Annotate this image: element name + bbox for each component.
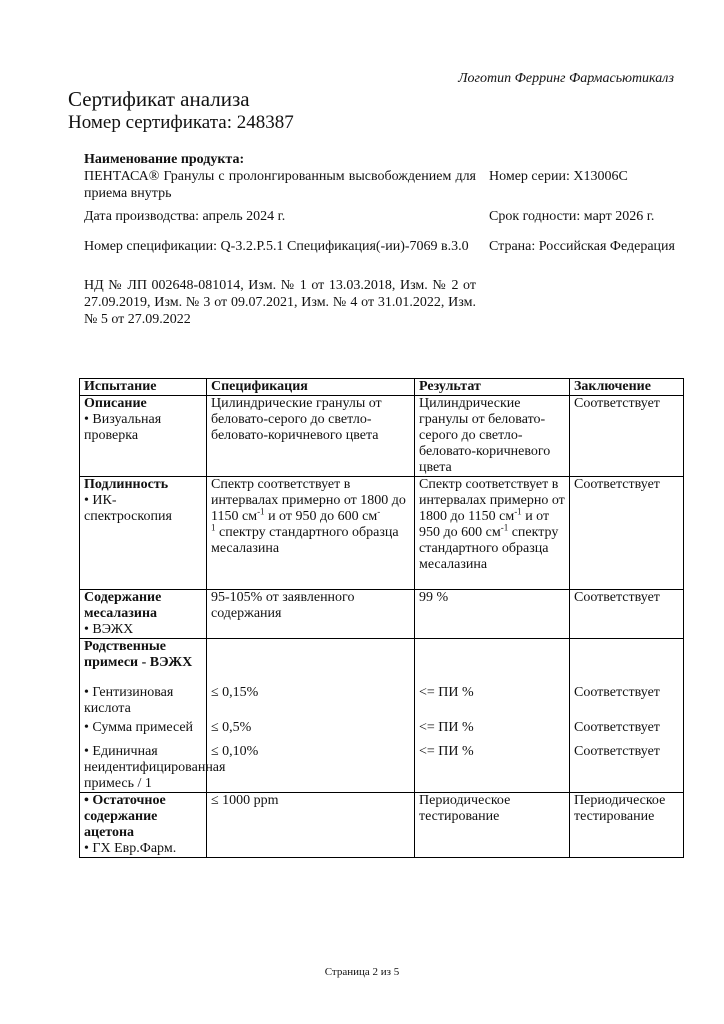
- header-result: Результат: [415, 379, 570, 396]
- conclusion-cell: Соответствует: [570, 477, 684, 590]
- result-cell: Цилиндрические гранулы от беловато-серого до светло-беловато-коричневого цвета: [415, 396, 570, 477]
- impurity-name: • Гентизиновая кислота: [84, 685, 174, 716]
- spec-cell: ≤ 1000 ppm: [207, 793, 415, 858]
- test-method: • ИК-спектроскопия: [84, 493, 172, 524]
- test-cell: [80, 477, 207, 590]
- header-test: Испытание: [80, 379, 207, 396]
- result-cell: [415, 639, 570, 793]
- page-number: Страница 2 из 5: [324, 966, 400, 978]
- test-method: • ВЭЖХ: [84, 622, 134, 637]
- production-date: Дата производства: апрель 2024 г.: [84, 209, 286, 224]
- product-name-label: Наименование продукта:: [84, 152, 245, 167]
- country: Страна: Российская Федерация: [489, 239, 675, 254]
- result-text-part: и от 950 до 600 см: [419, 509, 550, 540]
- results-table: [79, 378, 684, 858]
- spec-text-part: спектру стандартного образца месалазина: [211, 525, 399, 556]
- impurity-conclusion: Соответствует: [574, 720, 660, 735]
- result-cell: 99 %: [415, 590, 570, 639]
- spec-cell: Цилиндрические гранулы от беловато-серого до светло-беловато-коричневого цвета: [207, 396, 415, 477]
- conclusion-cell: Периодическое тестирование: [570, 793, 684, 858]
- impurity-spec: ≤ 0,5%: [211, 720, 252, 735]
- table-row-description: [80, 396, 684, 477]
- product-name-block: [84, 151, 476, 202]
- test-cell: [80, 590, 207, 639]
- spec-cell: [207, 477, 415, 590]
- superscript: -: [377, 506, 381, 517]
- registration-info: НД № ЛП 002648-081014, Изм. № 1 от 13.03.2018, Изм. № 2 от 27.09.2019, Изм. № 3 от 09.07.2021, Изм. № 4 от 31.01.2022, Изм. № 5 от 27.09.2022: [84, 278, 476, 327]
- spec-cell: [207, 639, 415, 793]
- test-name: Содержание месалазина: [84, 590, 162, 621]
- header-spec: Спецификация: [207, 379, 415, 396]
- test-cell: [80, 396, 207, 477]
- test-cell: [80, 639, 226, 793]
- table-row-identity: [80, 477, 684, 590]
- superscript: 1: [211, 522, 216, 533]
- header-conclusion: Заключение: [570, 379, 684, 396]
- impurity-result: <= ПИ %: [419, 685, 474, 700]
- company-logo-text: Логотип Ферринг Фармасьютикалз: [458, 71, 674, 86]
- table-row-content: [80, 590, 684, 639]
- test-name: Описание: [84, 396, 147, 411]
- test-name: Родственные примеси - ВЭЖХ: [84, 639, 193, 670]
- result-cell: [415, 477, 570, 590]
- table-row-impurities: [80, 639, 684, 793]
- impurity-conclusion: Соответствует: [574, 744, 660, 759]
- test-method: • ГХ Евр.Фарм.: [84, 841, 177, 856]
- test-method: • Визуальная проверка: [84, 412, 162, 443]
- impurity-spec: ≤ 0,15%: [211, 685, 259, 700]
- spec-text-part: и от 950 до 600 см: [264, 509, 378, 524]
- spec-cell: 95-105% от заявленного содержания: [207, 590, 415, 639]
- expiry-date: Срок годности: март 2026 г.: [489, 209, 655, 224]
- result-cell: Периодическое тестирование: [415, 793, 570, 858]
- impurity-conclusion: Соответствует: [574, 685, 660, 700]
- impurity-spec: ≤ 0,10%: [211, 744, 259, 759]
- certificate-number: Номер сертификата: 248387: [68, 112, 294, 133]
- table-header-row: [80, 379, 684, 396]
- superscript: -1: [257, 506, 265, 517]
- superscript: -1: [514, 506, 522, 517]
- test-name: Подлинность: [84, 477, 169, 492]
- document-title: Сертификат анализа: [68, 87, 250, 111]
- batch-number: Номер серии: X13006C: [489, 169, 628, 184]
- conclusion-cell: Соответствует: [570, 396, 684, 477]
- impurity-name: • Единичная неидентифицированная примесь / 1: [84, 744, 226, 791]
- test-name: • Остаточное содержание ацетона: [84, 793, 166, 840]
- table-row-solvent: [80, 793, 684, 858]
- result-text-part: спектру стандартного образца месалазина: [419, 525, 559, 572]
- test-cell: [80, 793, 207, 858]
- impurity-result: <= ПИ %: [419, 720, 474, 735]
- specification-number: Номер спецификации: Q-3.2.P.5.1 Спецификация(-ии)-7069 в.3.0: [84, 239, 469, 254]
- impurity-result: <= ПИ %: [419, 744, 474, 759]
- conclusion-cell: Соответствует: [570, 590, 684, 639]
- impurity-name: • Сумма примесей: [84, 720, 194, 735]
- spec-text-part: Спектр соответствует в интервалах примерно от 1800 до 1150 см: [211, 477, 406, 524]
- superscript: -1: [500, 522, 509, 533]
- conclusion-cell: [570, 639, 684, 793]
- product-name-value: ПЕНТАСА® Гранулы с пролонгированным высвобождением для приема внутрь: [84, 169, 476, 201]
- result-text-part: Спектр соответствует в интервалах примерно от 1800 до 1150 см: [419, 477, 565, 524]
